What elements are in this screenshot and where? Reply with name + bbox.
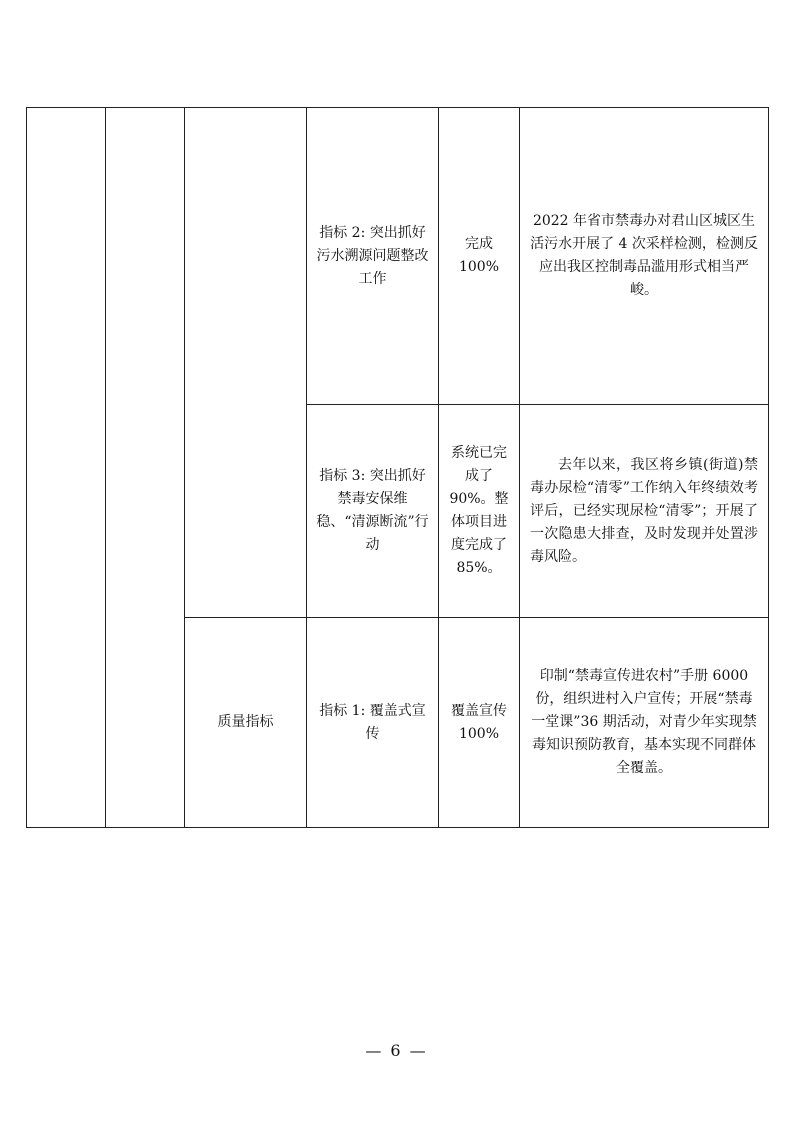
table-cell-category-empty — [185, 108, 307, 618]
indicator-text: 指标 2: 突出抓好污水溯源问题整改工作 — [316, 224, 429, 287]
value-text: 系统已完成了90%。整体项目进度完成了85%。 — [449, 445, 509, 576]
description-cell — [520, 108, 769, 405]
value-cell — [439, 618, 520, 828]
category-cell — [185, 618, 307, 828]
description-text: 印制“禁毒宣传进农村”手册 6000份，组织进村入户宣传；开展“禁毒一堂课”36 期活动，对青少年实现禁毒知识预防教育，基本实现不同群体全覆盖。 — [531, 668, 757, 776]
description-text: 2022 年省市禁毒办对君山区城区生活污水开展了 4 次采样检测，检测反应出我区控制毒品滥用形式相当严峻。 — [530, 213, 758, 298]
table-cell-col2 — [106, 108, 185, 828]
indicator-text: 指标 3: 突出抓好禁毒安保维稳、“清源断流”行动 — [316, 468, 429, 553]
page-number: — 6 — — [365, 1041, 428, 1060]
table-row — [27, 108, 769, 405]
description-cell — [520, 618, 769, 828]
indicator-cell — [307, 405, 439, 618]
value-cell — [439, 108, 520, 405]
value-text: 完成100% — [458, 236, 500, 275]
description-cell — [520, 405, 769, 618]
indicator-text: 指标 1: 覆盖式宣传 — [319, 702, 426, 742]
value-text: 覆盖宣传100% — [451, 702, 507, 742]
performance-table — [26, 107, 769, 828]
indicator-cell — [307, 618, 439, 828]
category-text: 质量指标 — [217, 714, 274, 730]
value-cell — [439, 405, 520, 618]
indicator-cell — [307, 108, 439, 405]
description-text: 去年以来，我区将乡镇(街道)禁毒办尿检“清零”工作纳入年终绩效考评后，已经实现尿检“清零”；开展了一次隐患大排查，及时发现并处置涉毒风险。 — [530, 456, 758, 565]
table-cell-col1 — [27, 108, 106, 828]
